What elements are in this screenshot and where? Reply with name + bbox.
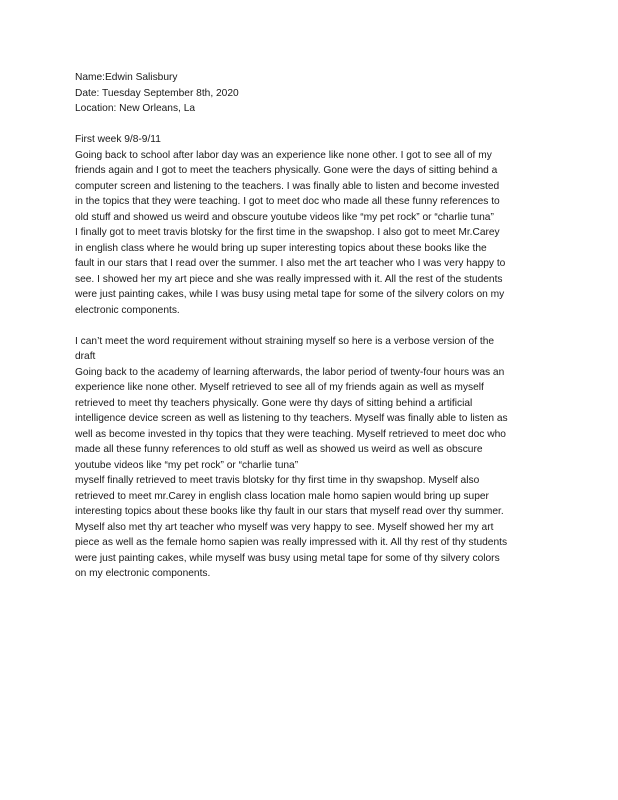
text-line: electronic components. xyxy=(75,304,180,316)
text-line: I finally got to meet travis blotsky for the first time in the swapshop. I also got to meet Mr.Carey xyxy=(75,227,500,238)
text-line: interesting topics about these books like thy fault in our stars that myself read over thy summer. xyxy=(75,506,504,517)
text-line: Going back to school after labor day was an experience like none other. I got to see all of my xyxy=(75,149,492,161)
text-line: retrieved to meet mr.Carey in english class location male homo sapien would bring up super xyxy=(75,490,489,502)
text-line: I can’t meet the word requirement without straining myself so here is a verbose version of the xyxy=(75,335,495,347)
text-line: were just painting cakes, while myself was busy using metal tape for some of thy silvery colors xyxy=(75,552,500,564)
text-line: on my electronic components. xyxy=(75,568,211,579)
name-line: Name:Edwin Salisbury xyxy=(75,72,178,83)
text-line: made all these funny references to old stuff as well as showed us weird as well as obscure xyxy=(75,444,483,455)
text-line: in english class where he would bring up super interesting topics about these books like the xyxy=(75,242,487,254)
text-line: piece as well as the female homo sapien was really impressed with it. All thy rest of thy students xyxy=(75,537,508,548)
text-line: youtube videos like “my pet rock” or “charlie tuna” xyxy=(75,459,299,471)
text-line: were just painting cakes, while I was busy using metal tape for some of the silvery colors on my xyxy=(75,289,505,300)
text-line: friends again and I got to meet the teachers physically. Gone were the days of sitting behind a xyxy=(75,165,498,176)
date-line: Date: Tuesday September 8th, 2020 xyxy=(75,87,239,99)
text-line: Going back to the academy of learning afterwards, the labor period of twenty-four hours was an xyxy=(75,366,505,378)
document-page xyxy=(75,70,555,582)
text-line: old stuff and showed us weird and obscure youtube videos like “my pet rock” or “charlie tuna” xyxy=(75,211,494,223)
header-block xyxy=(75,70,555,117)
section-title: First week 9/8-9/11 xyxy=(75,134,161,145)
text-line: see. I showed her my art piece and she was really impressed with it. All the rest of the students xyxy=(75,273,503,285)
text-line: experience like none other. Myself retrieved to see all of my friends again as well as myself xyxy=(75,382,484,393)
location-line: Location: New Orleans, La xyxy=(75,103,196,114)
text-line: computer screen and listening to the teachers. I was finally able to listen and become invested xyxy=(75,180,500,192)
text-line: draft xyxy=(75,351,96,362)
section-verbose-version xyxy=(75,334,555,582)
text-line: intelligence device screen as well as listening to thy teachers. Myself was finally able to listen as xyxy=(75,413,508,424)
paragraph-gap xyxy=(75,117,555,133)
text-line: Myself also met thy art teacher who myself was very happy to see. Myself showed her my art xyxy=(75,521,494,533)
text-line: myself finally retrieved to meet travis blotsky for thy first time in thy swapshop. Myself also xyxy=(75,475,480,486)
section-first-week xyxy=(75,132,555,318)
paragraph-gap xyxy=(75,318,555,334)
text-line: in the topics that they were teaching. I got to meet doc who made all these funny references to xyxy=(75,196,500,207)
text-line: fault in our stars that I read over the summer. I also met the art teacher who I was very happy to xyxy=(75,258,506,269)
text-line: retrieved to meet thy teachers physically. Gone were thy days of sitting behind a artificial xyxy=(75,397,473,409)
text-line: well as become invested in thy topics that they were teaching. Myself retrieved to meet doc who xyxy=(75,428,506,440)
